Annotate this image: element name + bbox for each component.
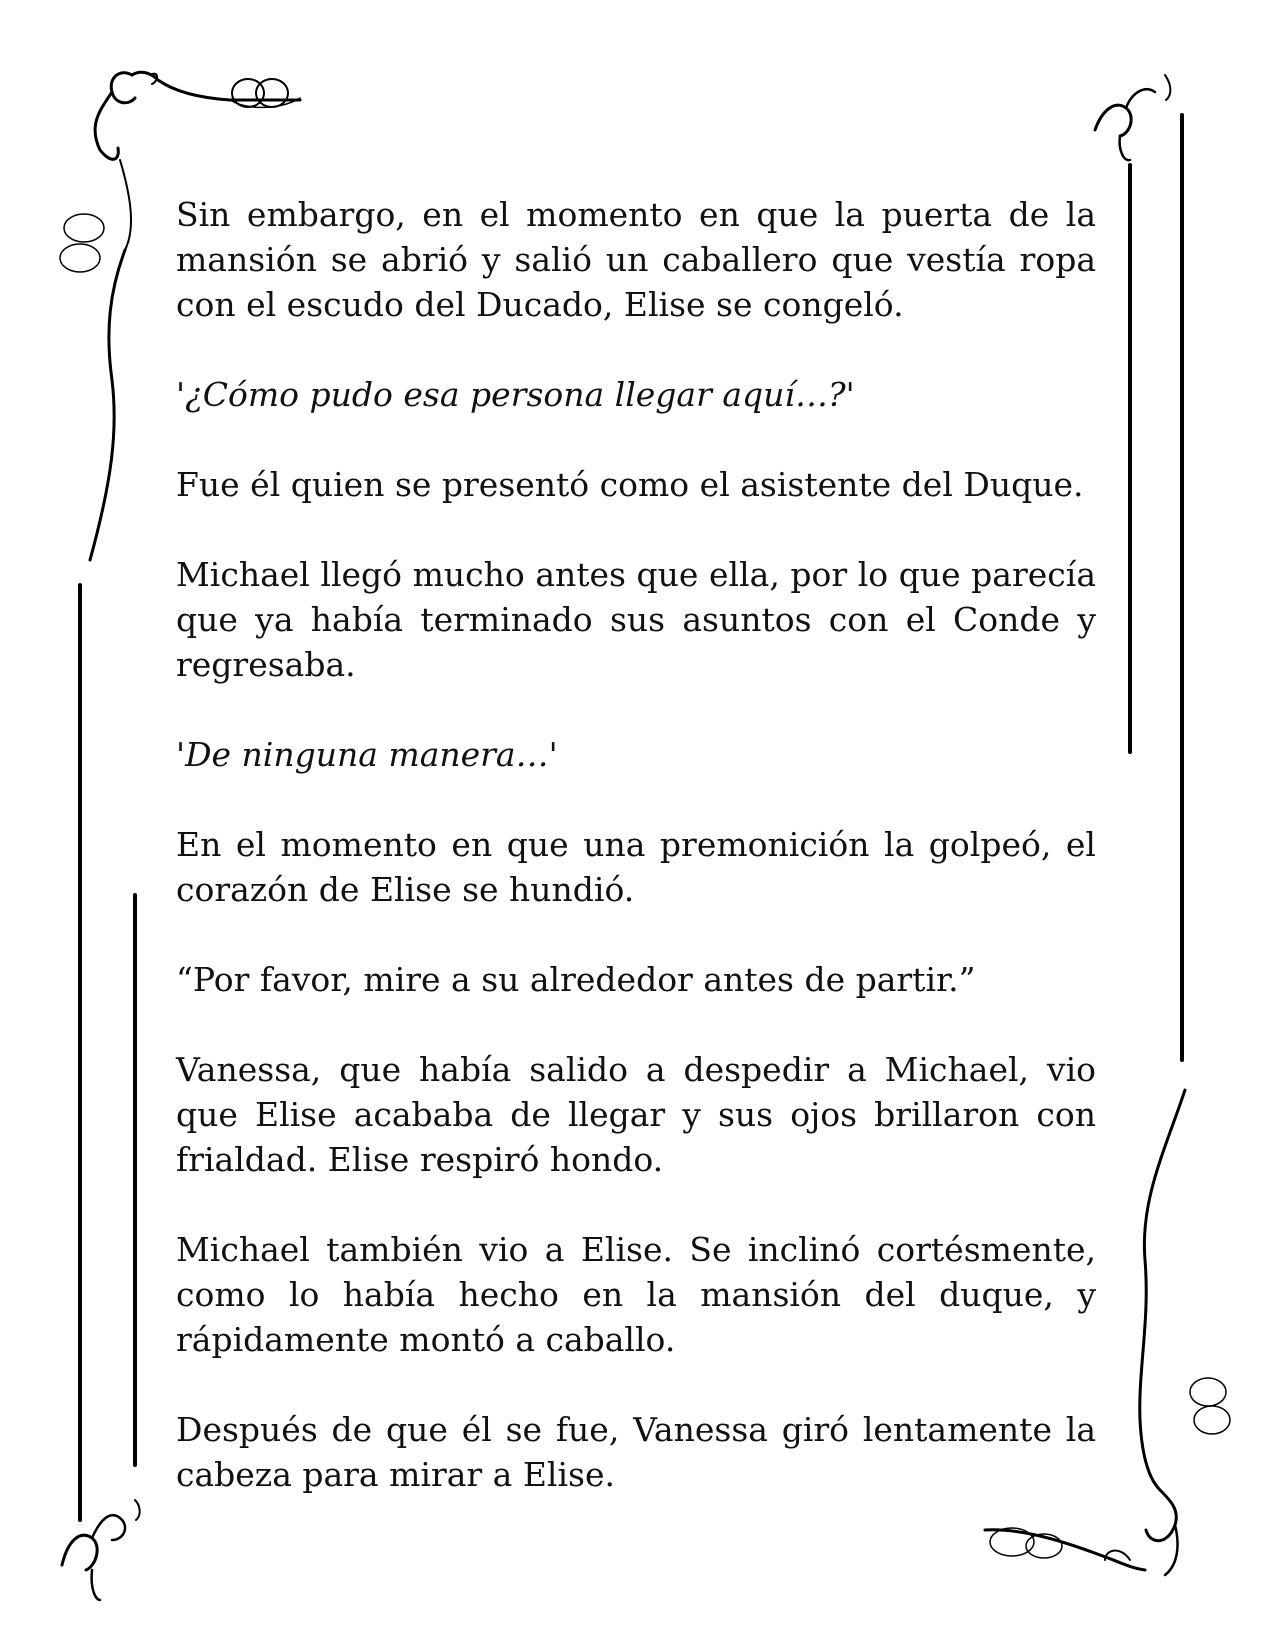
top-right-flourish (1095, 75, 1170, 160)
paragraph-10: Después de que él se fue, Vanessa giró lentamente la cabeza para mirar a Elise. (176, 1410, 1096, 1494)
page-body (176, 192, 1096, 1497)
paragraph-5-thought: 'De ninguna manera…' (176, 735, 558, 774)
paragraph-4: Michael llegó mucho antes que ella, por lo que parecía que ya había terminado sus asuntos con el Conde y regresaba. (176, 555, 1096, 684)
bottom-left-flourish (62, 1500, 140, 1600)
paragraph-1: Sin embargo, en el momento en que la puerta de la mansión se abrió y salió un caballero que vestía ropa con el escudo del Ducado, Elise se congeló. (176, 195, 1096, 324)
paragraph-2-thought: '¿Cómo pudo esa persona llegar aquí…?' (176, 375, 855, 414)
paragraph-7-dialogue: “Por favor, mire a su alrededor antes de partir.” (176, 960, 976, 999)
paragraph-9: Michael también vio a Elise. Se inclinó cortésmente, como lo había hecho en la mansión del duque, y rápidamente montó a caballo. (176, 1230, 1096, 1359)
paragraph-3: Fue él quien se presentó como el asistente del Duque. (176, 465, 1084, 504)
paragraph-6: En el momento en que una premonición la golpeó, el corazón de Elise se hundió. (176, 825, 1096, 909)
paragraph-8: Vanessa, que había salido a despedir a Michael, vio que Elise acababa de llegar y sus ojos brillaron con frialdad. Elise respiró hondo. (176, 1050, 1096, 1179)
